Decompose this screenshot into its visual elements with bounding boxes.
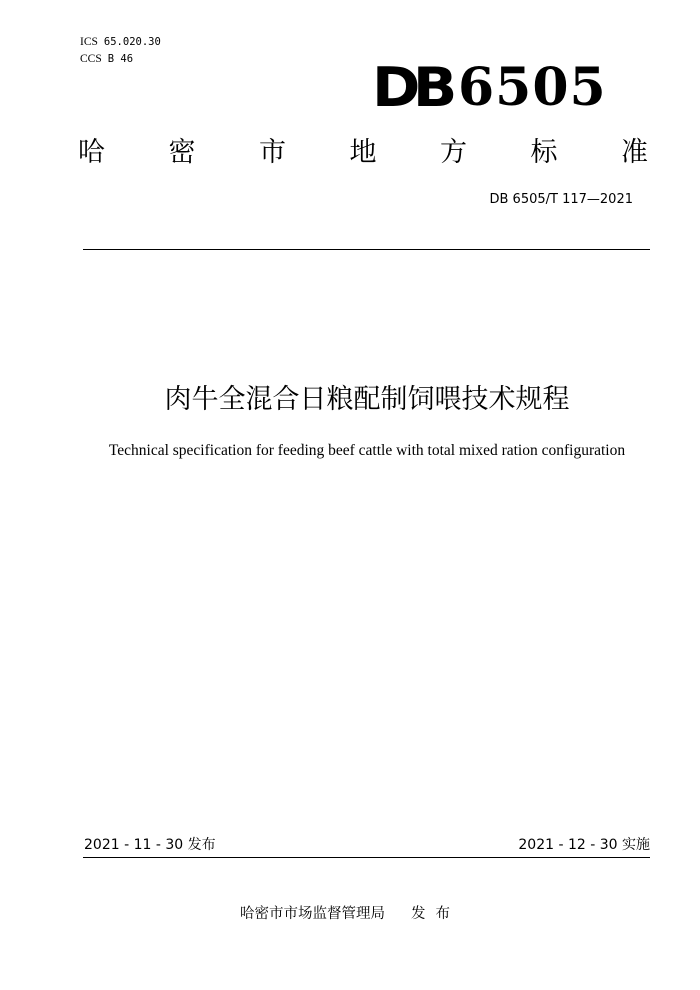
standard-type-char: 标 — [530, 137, 558, 168]
document-title-english: Technical specification for feeding beef cattle with total mixed ration configuration — [108, 442, 626, 459]
ics-label: ICS — [80, 36, 98, 48]
standard-type-char: 密 — [168, 137, 196, 168]
logo-prefix: DB — [372, 56, 450, 119]
ccs-line — [80, 51, 133, 67]
standard-type-char: 准 — [621, 137, 648, 168]
standard-type-title — [78, 136, 648, 170]
ccs-label: CCS — [80, 53, 102, 65]
document-title-chinese: 肉牛全混合日粮配制饲喂技术规程 — [164, 384, 570, 415]
standard-type-char: 方 — [440, 137, 467, 168]
standard-logo — [372, 56, 607, 119]
issuer-line — [240, 904, 460, 924]
issuer-action: 发布 — [411, 906, 460, 922]
standard-type-char: 地 — [349, 137, 377, 168]
logo-number: 6505 — [457, 57, 607, 118]
issue-date: 2021 - 11 - 30 发布 — [84, 837, 216, 853]
footer-divider — [83, 857, 650, 858]
ics-value: 65.020.30 — [103, 36, 161, 48]
standard-type-char: 哈 — [78, 137, 105, 168]
implementation-date: 2021 - 12 - 30 实施 — [518, 837, 650, 853]
ccs-value: B 46 — [107, 53, 134, 65]
standard-type-char: 市 — [259, 137, 286, 168]
standard-number: DB 6505/T 117—2021 — [489, 192, 633, 207]
issuer-name: 哈密市市场监督管理局 — [240, 906, 385, 922]
ics-line — [80, 34, 161, 50]
header-divider — [83, 249, 650, 250]
